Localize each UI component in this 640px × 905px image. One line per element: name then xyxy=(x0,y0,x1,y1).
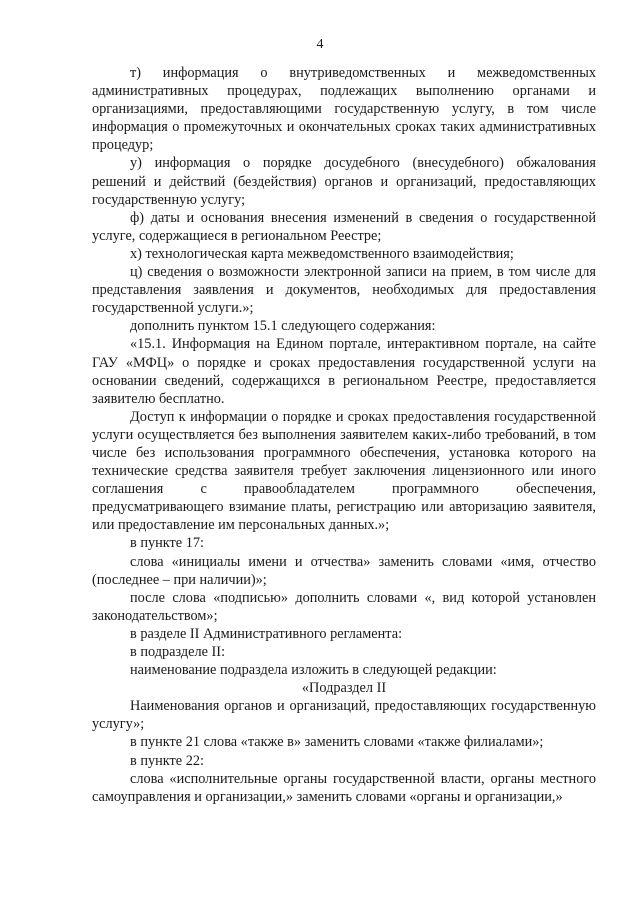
subsection-ii-paragraph: в подразделе II: xyxy=(130,644,226,660)
document-body xyxy=(92,64,596,806)
point-21-paragraph: в пункте 21 слова «также в» заменить словами «также филиалами»; xyxy=(130,734,544,751)
subsection-title-paragraph: Наименования органов и организаций, предоставляющих государственную услугу»; xyxy=(92,698,596,733)
item-f-paragraph: ф) даты и основания внесения изменений в сведения о государственной услуге, содержащиеся в региональном Реестре; xyxy=(92,209,596,244)
point-22-paragraph: в пункте 22: xyxy=(130,752,204,769)
point-17-paragraph: в пункте 17: xyxy=(130,535,204,552)
item-t-paragraph: т) информация о внутриведомственных и межведомственных административных процедурах, подлежащих выполнению органами и организациями, предоставляющими государственную услугу, в том числе информация о промежуточных и окончательных сроках таких административных процедур; xyxy=(92,65,596,154)
point-15-1-text-paragraph: «15.1. Информация на Едином портале, интерактивном портале, на сайте ГАУ «МФЦ» о порядке и сроках предоставления государственной услуги на основании сведений, содержащихся в региональном Реестре, предоставляется заявителю бесплатно. xyxy=(92,336,596,407)
add-point-15-1-paragraph: дополнить пунктом 15.1 следующего содержания: xyxy=(130,318,436,335)
item-u-paragraph: у) информация о порядке досудебного (внесудебного) обжалования решений и действий (бездействия) органов и организаций, предоставляющих государственную услугу; xyxy=(92,155,596,208)
page-number: 4 xyxy=(316,37,324,52)
section-ii-paragraph: в разделе II Административного регламента: xyxy=(130,625,403,642)
initials-replace-paragraph: слова «инициалы имени и отчества» заменить словами «имя, отчество (последнее – при наличии)»; xyxy=(92,553,596,588)
subsection-name-paragraph: наименование подраздела изложить в следующей редакции: xyxy=(130,662,497,679)
item-kh-paragraph: х) технологическая карта межведомственного взаимодействия; xyxy=(130,245,514,262)
access-info-paragraph: Доступ к информации о порядке и сроках предоставления государственной услуги осуществляется без выполнения заявителем каких-либо требований, в том числе без использования программного обеспечения, установка которого на технические средства заявителя требует заключения лицензионного или иного соглашения с правообладателем программного обеспечения, предусматривающего взимание платы, регистрацию или авторизацию заявителя, или предоставление им персональных данных.»; xyxy=(92,408,596,534)
item-ts-paragraph: ц) сведения о возможности электронной записи на прием, в том числе для представления заявления и документов, необходимых для предоставления государственной услуги.»; xyxy=(92,264,596,317)
bodies-replace-paragraph: слова «исполнительные органы государственной власти, органы местного самоуправления и организации,» заменить словами «органы и организации,» xyxy=(92,770,596,805)
subsection-heading: «Подраздел II xyxy=(301,680,387,697)
signature-add-paragraph: после слова «подписью» дополнить словами «, вид которой установлен законодательством»; xyxy=(92,589,596,624)
